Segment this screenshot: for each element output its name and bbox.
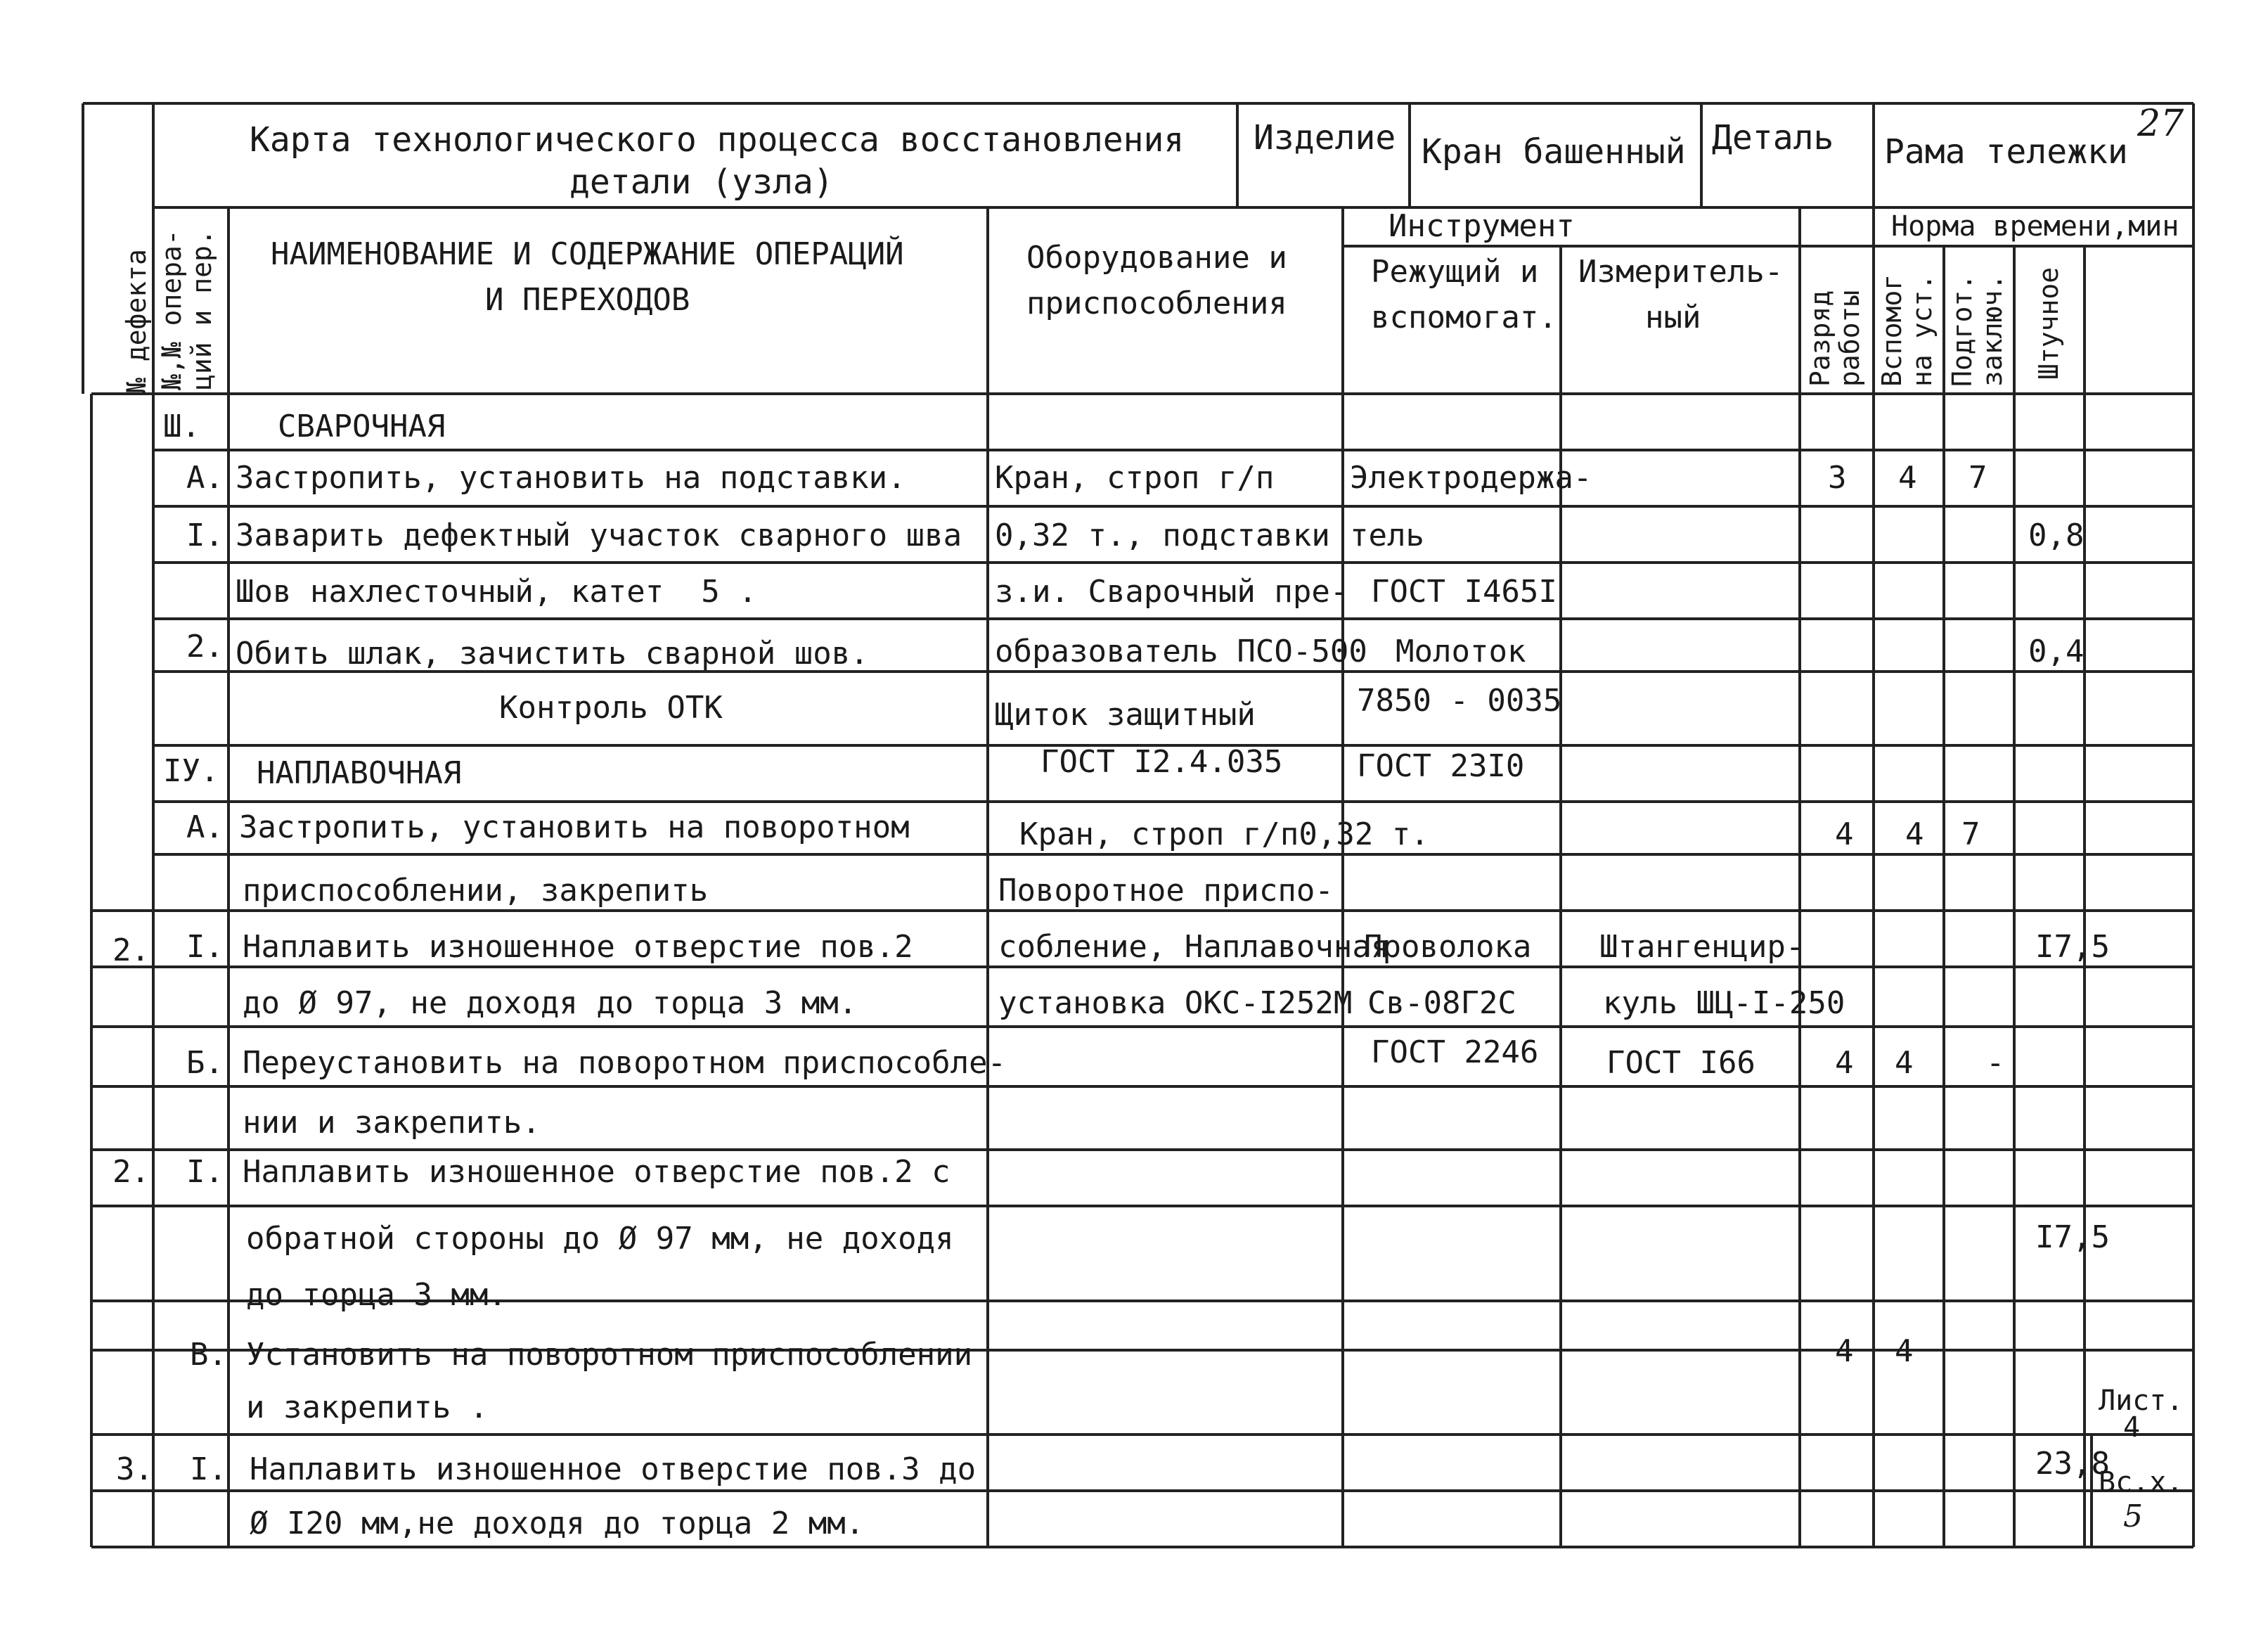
product-label: Изделие	[1254, 118, 1396, 158]
row12-tool: ГОСТ 2246	[1371, 1034, 1539, 1070]
row3-equipment: 0,32 т., подставки	[995, 518, 1330, 553]
row9-equipment: Поворотное приспо-	[998, 873, 1334, 909]
row10-measuring: Штангенцир-	[1599, 929, 1805, 965]
row17-op: В.	[190, 1337, 227, 1373]
row3-text: Заварить дефектный участок сварного шва	[236, 518, 962, 553]
row2-prep: 7	[1969, 460, 1987, 496]
row10-equipment: собление, Наплавочная	[998, 929, 1390, 965]
measuring-header-2: ный	[1645, 300, 1701, 335]
row7-text: НАПЛАВОЧНАЯ	[257, 755, 462, 791]
row8-grade: 4	[1835, 816, 1854, 852]
time-norm-header: Норма времени,мин	[1891, 210, 2179, 243]
row12-aux: 4	[1895, 1045, 1914, 1081]
row8-aux: 4	[1905, 816, 1924, 852]
row11-measuring: куль ШЦ-I-250	[1603, 985, 1845, 1021]
row19-defect: 3.	[116, 1451, 153, 1487]
prep-header-1: Подгот.	[1947, 274, 1978, 387]
row7-tool: ГОСТ 23I0	[1357, 748, 1525, 784]
row4-tool: ГОСТ I465I	[1371, 574, 1557, 610]
row6-tool: 7850 - 0035	[1357, 683, 1562, 719]
cutting-header-1: Режущий и	[1371, 254, 1539, 290]
title-line-2: детали (узла)	[569, 162, 834, 202]
row11-equipment: установка ОКС-I252М	[998, 985, 1353, 1021]
grade-header-2: работы	[1834, 290, 1865, 387]
row2-text: Застропить, установить на подставки.	[236, 460, 906, 496]
row1-op: Ш.	[163, 409, 200, 444]
row2-equipment: Кран, строп г/п	[995, 460, 1275, 496]
piece-header: Штучное	[2033, 267, 2064, 380]
row17-grade: 4	[1835, 1333, 1854, 1369]
row18-text: и закрепить .	[246, 1390, 489, 1425]
row1-text: СВАРОЧНАЯ	[278, 409, 446, 444]
aux-header-1: Вспомог	[1876, 274, 1907, 387]
row6-equipment: Щиток защитный	[995, 697, 1256, 733]
row2-op: А.	[186, 460, 224, 496]
prep-header-2: заключ.	[1977, 274, 2008, 387]
row4-equipment: з.и. Сварочный пре-	[995, 574, 1349, 610]
part-label: Деталь	[1712, 118, 1834, 158]
row5-tool: Молоток	[1396, 634, 1526, 669]
row17-aux: 4	[1895, 1333, 1914, 1369]
title-line-1: Карта технологического процесса восстановления	[250, 120, 1185, 160]
row19-op: I.	[190, 1451, 227, 1487]
row5-equipment: образователь ПСО-500	[995, 634, 1367, 669]
row12-grade: 4	[1835, 1045, 1854, 1081]
tool-header: Инструмент	[1388, 208, 1575, 244]
row19-piece: 23,8	[2035, 1446, 2110, 1482]
row12-prep: -	[1986, 1045, 2005, 1081]
row8-text: Застропить, установить на поворотном	[239, 809, 910, 845]
row5-text: Обить шлак, зачистить сварной шов.	[236, 636, 869, 672]
row7-equipment: ГОСТ I2.4.035	[1040, 744, 1283, 780]
row5-piece: 0,4	[2028, 634, 2085, 669]
page-number: 27	[2137, 103, 2184, 145]
product-value: Кран башенный	[1422, 132, 1686, 172]
row2-aux: 4	[1898, 460, 1917, 496]
row14-defect: 2.	[112, 1154, 150, 1190]
row5-op: 2.	[186, 629, 224, 665]
total-label: Вс.х.	[2099, 1466, 2184, 1499]
row8-prep: 7	[1961, 816, 1980, 852]
row12-text: Переустановить на поворотном приспособле-	[243, 1045, 1007, 1081]
row11-text: до Ø 97, не доходя до торца 3 мм.	[243, 985, 858, 1021]
part-value: Рама тележки	[1884, 132, 2128, 172]
total-number: 5	[2123, 1499, 2143, 1534]
row14-op: I.	[186, 1154, 224, 1190]
row3-piece: 0,8	[2028, 518, 2085, 553]
name-header-1: НАИМЕНОВАНИЕ И СОДЕРЖАНИЕ ОПЕРАЦИЙ	[271, 236, 904, 272]
row8-op: А.	[186, 809, 224, 845]
row12-op: Б.	[186, 1045, 224, 1081]
row17-text: Установить на поворотном приспособлении	[246, 1337, 973, 1373]
equipment-header-1: Оборудование и	[1026, 240, 1287, 276]
op-number-header-1: №,№ опера-	[156, 229, 187, 390]
row10-tool: Проволока	[1364, 929, 1532, 965]
row4-text: Шов нахлесточный, катет 5 .	[236, 574, 757, 610]
row19-text: Наплавить изношенное отверстие пов.3 до	[250, 1451, 977, 1487]
op-number-header-2: ций и пер.	[186, 229, 217, 390]
aux-header-2: на уст.	[1907, 274, 1938, 387]
row3-tool: тель	[1350, 518, 1424, 553]
equipment-header-2: приспособления	[1026, 285, 1287, 321]
row14-text: Наплавить изношенное отверстие пов.2 с	[243, 1154, 951, 1190]
row12-measuring: ГОСТ I66	[1606, 1045, 1755, 1081]
measuring-header-1: Измеритель-	[1578, 254, 1784, 290]
row9-text: приспособлении, закрепить	[243, 873, 709, 909]
row11-tool: Св-08Г2С	[1367, 985, 1516, 1021]
row10-defect: 2.	[112, 932, 150, 968]
row8-equipment: Кран, строп г/п0,32 т.	[1019, 816, 1429, 852]
row7-op: IУ.	[163, 753, 219, 789]
row13-text: нии и закрепить.	[243, 1105, 541, 1141]
row16-text: до торца 3 мм.	[246, 1277, 507, 1313]
row3-op: I.	[186, 518, 224, 553]
row15-text: обратной стороны до Ø 97 мм, не доходя	[246, 1221, 954, 1257]
row20-text: Ø I20 мм,не доходя до торца 2 мм.	[250, 1506, 865, 1541]
defect-number-header: № дефекта	[121, 249, 152, 394]
sheet-number: 4	[2123, 1411, 2141, 1444]
sheet-label: Лист.	[2099, 1385, 2184, 1417]
row6-text: Контроль ОТК	[499, 690, 723, 726]
cutting-header-2: вспомогат.	[1371, 300, 1557, 335]
grade-header-1: Разряд	[1805, 290, 1836, 387]
name-header-2: И ПЕРЕХОДОВ	[485, 282, 690, 318]
row2-grade: 3	[1828, 460, 1847, 496]
row10-piece: I7,5	[2035, 929, 2110, 965]
row10-text: Наплавить изношенное отверстие пов.2	[243, 929, 913, 965]
row2-tool: Электродержа-	[1350, 460, 1592, 496]
row15-piece: I7,5	[2035, 1219, 2110, 1255]
row10-op: I.	[186, 929, 224, 965]
